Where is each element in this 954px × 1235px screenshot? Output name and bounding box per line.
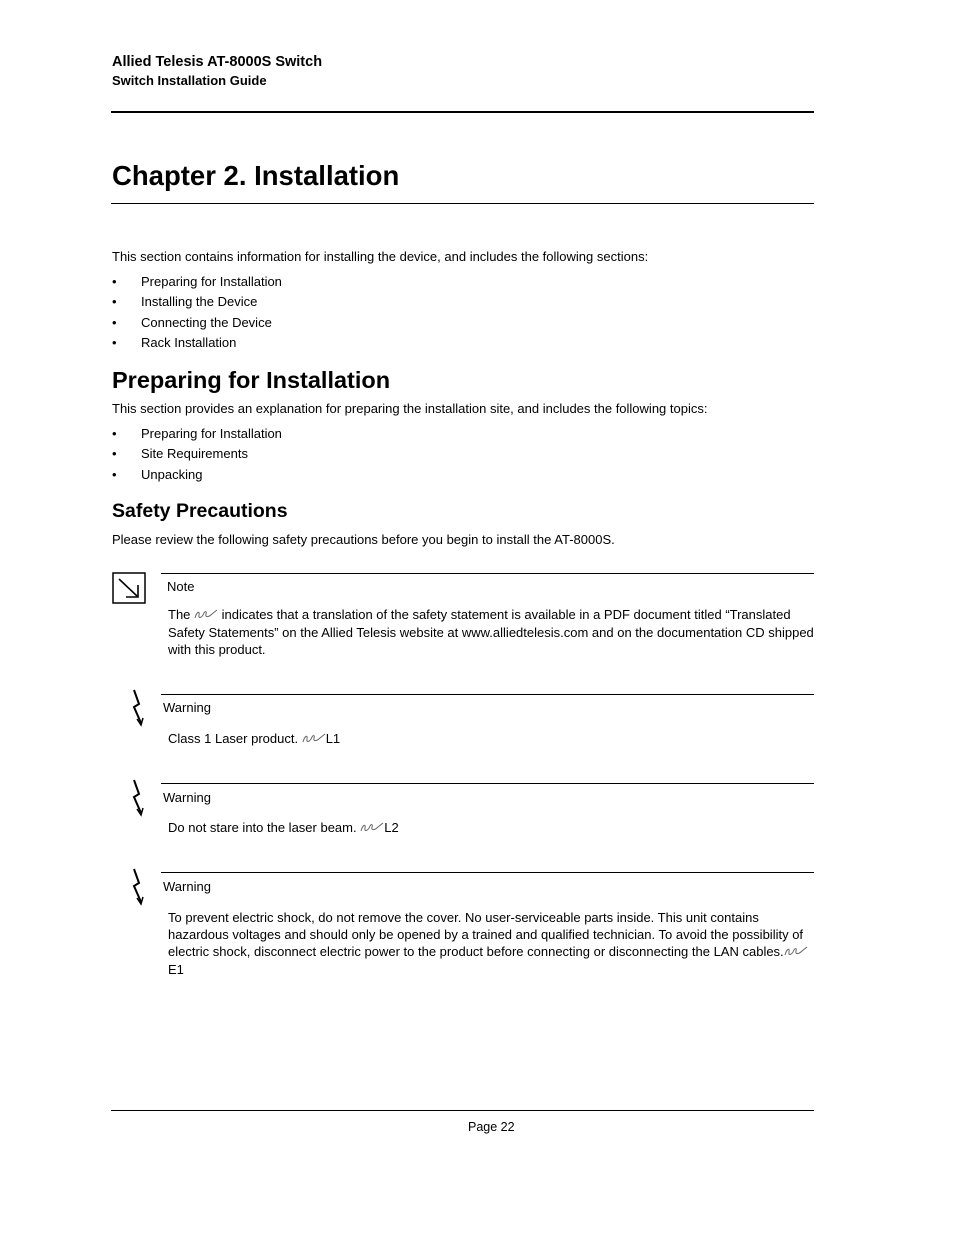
note-icon [112,572,146,604]
warning-text: Class 1 Laser product. L1 [168,731,341,746]
chapter-title: Chapter 2. Installation [112,160,400,191]
preparing-topic-list [112,425,282,486]
preparing-paragraph: This section provides an explanation for preparing the installation site, and includes the following topics: [112,401,708,416]
warning-label: Warning [163,879,211,894]
header-rule [111,111,814,113]
warning-rule [161,783,814,784]
document-guide-title: Switch Installation Guide [112,73,267,88]
lightning-warning-icon [131,779,147,817]
note-rule [161,573,814,574]
translation-icon [360,820,384,837]
safety-paragraph: Please review the following safety precautions before you begin to install the AT-8000S. [112,532,615,547]
document-product-title: Allied Telesis AT-8000S Switch [112,54,323,70]
list-item: • Preparing for Installation [112,426,282,441]
list-item: • Site Requirements [112,446,248,462]
lightning-warning-icon [131,689,147,727]
translation-icon [302,731,326,748]
warning-rule [161,694,814,695]
intro-paragraph: This section contains information for installing the device, and includes the following sections: [112,249,649,264]
note-text: The indicates that a translation of the safety statement is available in a PDF document titled “Translated Safety Statements” on the Allied Telesis website at www.alliedtelesis.com and on the documentation CD shipped with this product. [168,607,814,657]
preparing-heading: Preparing for Installation [112,367,391,393]
warning-label: Warning [163,790,211,805]
list-item: • Preparing for Installation [112,274,282,289]
warning-rule [161,872,814,873]
list-item: • Rack Installation [112,334,237,350]
safety-heading: Safety Precautions [112,500,288,522]
warning-label: Warning [163,700,211,715]
list-item: • Installing the Device [112,294,258,310]
page-number: Page 22 [468,1120,515,1134]
intro-section-list [112,273,282,354]
lightning-warning-icon [131,868,147,906]
note-label: Note [167,579,195,594]
list-item: • Connecting the Device [112,314,272,330]
warning-text: Do not stare into the laser beam. L2 [168,820,399,835]
chapter-rule [111,203,814,204]
list-item: • Unpacking [112,466,203,482]
translation-icon [194,607,218,624]
warning-text: To prevent electric shock, do not remove the cover. No user-serviceable parts inside. This unit contains hazardous voltages and should only be opened by a trained and qualified technician. To avoid the possibility of electric shock, disconnect electric power to the product before connecting or disconnecting the LAN cables.E1 [168,909,814,978]
translation-icon [784,944,808,961]
footer-rule [111,1110,814,1111]
